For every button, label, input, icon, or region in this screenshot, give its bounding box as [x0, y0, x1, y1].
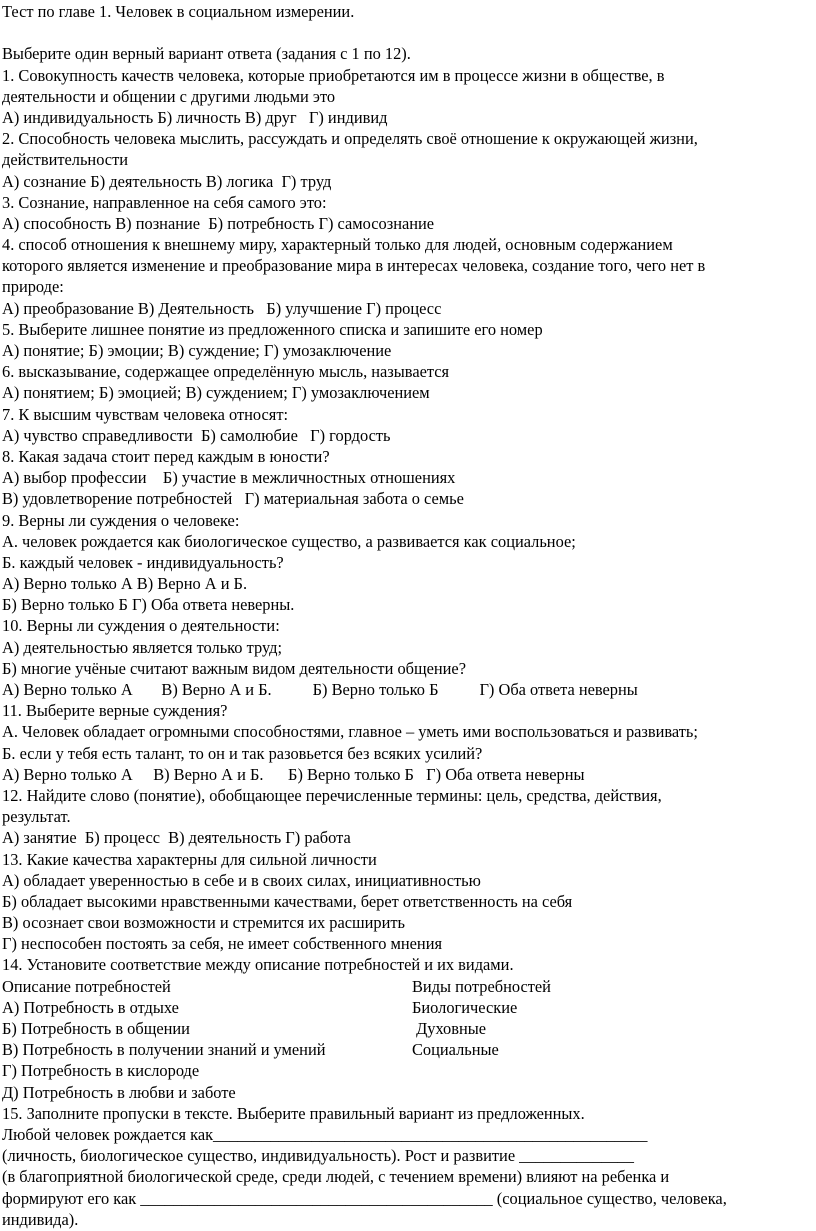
text-line: 8. Какая задача стоит перед каждым в юности?: [2, 446, 330, 466]
text-line: деятельности и общении с другими людьми это: [2, 86, 336, 106]
text-line: 6. высказывание, содержащее определённую мысль, называется: [2, 362, 450, 382]
text-line: А) индивидуальность Б) личность В) друг Г) индивид: [2, 107, 388, 127]
text-line: В) осознает свои возможности и стремится их расширить: [2, 913, 406, 933]
text-line: А) понятием; Б) эмоцией; В) суждением; Г) умозаключением: [2, 383, 430, 403]
text-line: 1. Совокупность качеств человека, которые приобретаются им в процессе жизни в обществе, в: [2, 65, 665, 85]
need-description: Б) Потребность в общении: [2, 1019, 190, 1038]
text-line: природе:: [2, 277, 64, 297]
text-line: А) преобразование В) Деятельность Б) улучшение Г) процесс: [2, 298, 442, 318]
text-line: 2. Способность человека мыслить, рассуждать и определять своё отношение к окружающей жизни,: [2, 129, 698, 149]
need-type: Биологические: [412, 997, 518, 1017]
matching-row: [2, 997, 814, 1018]
need-description: Описание потребностей: [2, 976, 171, 996]
instruction-line: Выберите один верный вариант ответа (задания с 1 по 12).: [2, 44, 411, 64]
questions-14-15: [2, 1060, 814, 1230]
need-description: А) Потребность в отдыхе: [2, 997, 179, 1017]
text-line: Любой человек рождается как_____________________________________________________: [2, 1124, 648, 1144]
need-description: В) Потребность в получении знаний и умений: [2, 1040, 326, 1060]
text-line: А) деятельностью является только труд;: [2, 637, 283, 657]
matching-row: [2, 1039, 814, 1060]
text-line: Б) многие учёные считают важным видом деятельности общение?: [2, 658, 466, 678]
text-line: Б. если у тебя есть талант, то он и так разовьется без всяких усилий?: [2, 743, 483, 763]
text-line: результат.: [2, 807, 71, 827]
text-line: А) Верно только А В) Верно А и Б. Б) Верно только Б Г) Оба ответа неверны: [2, 764, 585, 784]
text-line: 7. К высшим чувствам человека относят:: [2, 404, 289, 424]
text-line: А) выбор профессии Б) участие в межличностных отношениях: [2, 468, 456, 488]
text-line: 5. Выберите лишнее понятие из предложенного списка и запишите его номер: [2, 319, 543, 339]
text-line: А) обладает уверенностью в себе и в своих силах, инициативностью: [2, 870, 481, 890]
text-line: 15. Заполните пропуски в тексте. Выберите правильный вариант из предложенных.: [2, 1103, 585, 1123]
text-line: 14. Установите соответствие между описание потребностей и их видами.: [2, 955, 514, 975]
matching-row: [2, 976, 814, 997]
text-line: 4. способ отношения к внешнему миру, характерный только для людей, основным содержанием: [2, 235, 673, 255]
text-line: А) сознание Б) деятельность В) логика Г) труд: [2, 171, 332, 191]
text-line: А) Верно только А В) Верно А и Б. Б) Верно только Б Г) Оба ответа неверны: [2, 680, 638, 699]
text-line: 11. Выберите верные суждения?: [2, 701, 228, 721]
text-line: Д) Потребность в любви и заботе: [2, 1082, 236, 1102]
document-title: Тест по главе 1. Человек в социальном измерении.: [2, 2, 355, 21]
text-line: В) удовлетворение потребностей Г) материальная забота о семье: [2, 489, 464, 509]
text-line: А. Человек обладает огромными способностями, главное – уметь ими воспользоваться и развивать;: [2, 722, 698, 742]
text-line: А) занятие Б) процесс В) деятельность Г) работа: [2, 828, 351, 848]
text-line: Б) Верно только Б Г) Оба ответа неверны.: [2, 595, 295, 615]
text-line: 9. Верны ли суждения о человеке:: [2, 510, 240, 530]
text-line: Г) Потребность в кислороде: [2, 1061, 200, 1081]
text-line: действительности: [2, 150, 129, 170]
text-line: А. человек рождается как биологическое существо, а развивается как социальное;: [2, 531, 576, 551]
need-type: Социальные: [412, 1040, 499, 1060]
need-type: Духовные: [412, 1019, 487, 1038]
need-type: Виды потребностей: [412, 976, 551, 996]
text-line: Б) обладает высокими нравственными качествами, берет ответственность на себя: [2, 891, 573, 911]
text-line: 12. Найдите слово (понятие), обобщающее перечисленные термины: цель, средства, действия,: [2, 785, 662, 805]
text-line: (в благоприятной биологической среде, среди людей, с течением времени) влияют на ребенка и: [2, 1167, 670, 1187]
text-line: А) чувство справедливости Б) самолюбие Г) гордость: [2, 425, 391, 445]
matching-row: [2, 1018, 814, 1039]
text-line: индивида).: [2, 1209, 79, 1229]
text-line: Г) неспособен постоять за себя, не имеет собственного мнения: [2, 934, 443, 954]
text-line: которого является изменение и преобразование мира в интересах человека, создание того, чего нет в: [2, 256, 706, 276]
questions-1-14: [2, 65, 814, 976]
text-line: (личность, биологическое существо, индивидуальность). Рост и развитие ______________: [2, 1146, 634, 1166]
matching-table: [2, 976, 814, 1061]
text-line: 3. Сознание, направленное на себя самого это:: [2, 192, 327, 212]
text-line: 13. Какие качества характерны для сильной личности: [2, 849, 377, 869]
text-line: А) способность В) познание Б) потребность Г) самосознание: [2, 213, 435, 233]
text-line: формируют его как ___________________________________________ (социальное существо, человека,: [2, 1188, 727, 1208]
text-line: А) Верно только А В) Верно А и Б.: [2, 574, 248, 594]
text-line: 10. Верны ли суждения о деятельности:: [2, 616, 280, 636]
text-line: А) понятие; Б) эмоции; В) суждение; Г) умозаключение: [2, 341, 392, 360]
text-line: Б. каждый человек - индивидуальность?: [2, 552, 284, 572]
blank-line: [2, 22, 814, 43]
